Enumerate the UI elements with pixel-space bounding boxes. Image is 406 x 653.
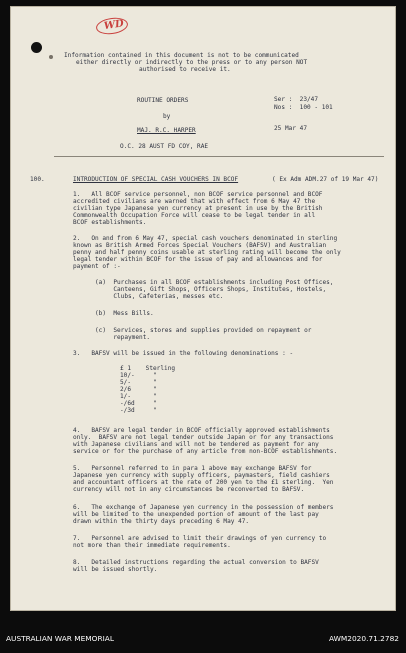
para-4-line: 4. BAFSV are legal tender in BCOF officially approved establishments <box>73 427 330 434</box>
para-6-line: drawn within the thirty days preceding 6 May 47. <box>73 518 250 525</box>
para-1-line: 1. All BCOF service personnel, non BCOF service personnel and BCOF <box>73 191 323 198</box>
para-8-line: will be issued shortly. <box>73 566 158 573</box>
sub-c-line: repayment. <box>95 334 151 341</box>
para-2-line: 2. On and from 6 May 47, special cash vouchers denominated in sterling <box>73 235 338 242</box>
order-reference: ( Ex Adm ADM.27 of 19 Mar 47) <box>272 176 379 183</box>
para-4-line: only. BAFSV are not legal tender outside Japan or for any transactions <box>73 434 334 441</box>
denomination-item: -/3d " <box>120 407 157 414</box>
officer-name: MAJ. R.C. HARPER <box>137 127 196 134</box>
para-6-line: will be limited to the unexpended portion of amount of the last pay <box>73 511 319 518</box>
notice-line-3: authorised to receive it. <box>139 66 231 73</box>
para-5-line: 5. Personnel referred to in para 1 above may exchange BAFSV for <box>73 465 312 472</box>
unit-name: O.C. 28 AUST FD COY, RAE <box>120 143 209 150</box>
notice-line-2: either directly or indirectly to the press or to any person NOT <box>76 59 308 66</box>
notice-line-1: Information contained in this document is not to be communicated <box>64 52 299 59</box>
footer-accession-number: AWM2020.71.2782 <box>328 634 399 643</box>
paragraph-3: 3. BAFSV will be issued in the following denominations : - <box>73 350 294 357</box>
para-7-line: 7. Personnel are advised to limit their drawings of yen currency to <box>73 535 327 542</box>
sub-a-line: (a) Purchases in all BCOF establishments including Post Offices, <box>95 279 334 286</box>
order-numbers: Nos : 100 - 101 <box>274 104 333 111</box>
para-5-line: and accountant officers at the rate of 200 yen to the £1 sterling. Yen <box>73 479 334 486</box>
para-1-line: civilian type Japanese yen currency at present in use by the British <box>73 205 323 212</box>
para-1-line: accredited civilians are warned that with effect from 6 May 47 the <box>73 198 316 205</box>
sub-a-line: Canteens, Gift Shops, Officers Shops, Institutes, Hostels, <box>95 286 327 293</box>
para-4-line: with Japanese civilians and will not be tendered as payment for any <box>73 441 319 448</box>
para-8-line: 8. Detailed instructions regarding the actual conversion to BAFSV <box>73 559 319 566</box>
denomination-item: 2/6 " <box>120 386 157 393</box>
denomination-item: -/6d " <box>120 400 157 407</box>
para-5-line: Japanese yen currency with supply officers, paymasters, field cashiers <box>73 472 330 479</box>
punch-hole <box>31 42 42 53</box>
para-1-line: BCOF establishments. <box>73 219 147 226</box>
para-2-line: penny and half penny coins usable at sterling rating will become the only <box>73 249 341 256</box>
denomination-item: £ 1 Sterling <box>120 365 176 372</box>
para-2-line: payment of :- <box>73 263 121 270</box>
para-5-line: currency will not in any circumstances be reconverted to BAFSV. <box>73 486 305 493</box>
header-divider <box>54 156 384 157</box>
orders-by: by <box>163 113 171 120</box>
archive-footer <box>0 612 406 653</box>
sub-c-line: (c) Services, stores and supplies provided on repayment or <box>95 327 312 334</box>
order-number: 100. <box>30 176 45 183</box>
footer-institution: AUSTRALIAN WAR MEMORIAL <box>6 634 114 643</box>
para-2-line: known as British Armed Forces Special Vouchers (BAFSV) and Australian <box>73 242 327 249</box>
order-date: 25 Mar 47 <box>274 125 308 132</box>
orders-title: ROUTINE ORDERS <box>137 97 189 104</box>
para-4-line: service or for the purchase of any article from non-BCOF establishments. <box>73 448 338 455</box>
handwritten-wd-mark <box>95 16 129 36</box>
denomination-item: 5/- " <box>120 379 157 386</box>
serial-number: Ser : 23/47 <box>274 96 319 103</box>
small-punch-mark <box>49 55 53 59</box>
para-7-line: not more than their immediate requirements. <box>73 542 231 549</box>
denomination-item: 1/- " <box>120 393 157 400</box>
sub-a-line: Clubs, Cafeterias, messes etc. <box>95 293 224 300</box>
denomination-item: 10/- " <box>120 372 157 379</box>
document-page <box>10 6 396 611</box>
sub-paragraph-b: (b) Mess Bills. <box>95 310 154 317</box>
para-2-line: legal tender within BCOF for the issue of pay and allowances and for <box>73 256 323 263</box>
para-1-line: Commonwealth Occupation Force will cease to be legal tender in all <box>73 212 316 219</box>
para-6-line: 6. The exchange of Japanese yen currency in the possession of members <box>73 504 334 511</box>
handwritten-wd-text: WD <box>103 18 125 33</box>
order-subject: INTRODUCTION OF SPECIAL CASH VOUCHERS IN BCOF <box>73 176 239 183</box>
